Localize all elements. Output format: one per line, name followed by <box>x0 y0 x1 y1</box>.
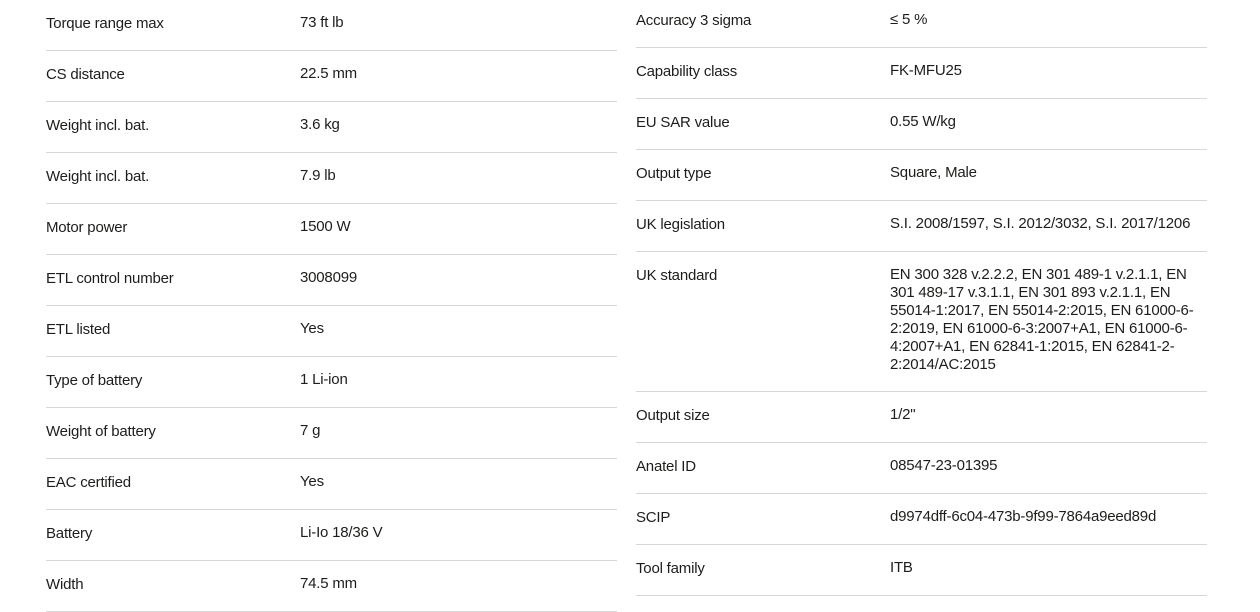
spec-row <box>46 255 617 306</box>
spec-label: SCIP <box>636 509 671 526</box>
spec-value: ≤ 5 % <box>890 11 928 28</box>
spec-label: Output type <box>636 165 712 182</box>
spec-row <box>636 0 1207 48</box>
spec-label: Capability class <box>636 63 738 80</box>
spec-row <box>636 545 1207 596</box>
spec-value: 3.6 kg <box>300 116 340 133</box>
spec-value: 0.55 W/kg <box>890 113 956 130</box>
spec-row <box>636 494 1207 545</box>
spec-row <box>46 510 617 561</box>
spec-label: Width <box>46 576 84 593</box>
spec-column-left <box>46 0 617 612</box>
spec-value: ITB <box>890 559 913 576</box>
spec-row <box>636 443 1207 494</box>
spec-label: Motor power <box>46 219 128 236</box>
spec-row <box>46 561 617 612</box>
spec-value: Yes <box>300 473 324 490</box>
spec-value: 74.5 mm <box>300 575 357 592</box>
spec-row <box>46 459 617 510</box>
spec-label: UK standard <box>636 267 718 284</box>
spec-value: Li-Io 18/36 V <box>300 524 383 541</box>
spec-row <box>46 306 617 357</box>
spec-row <box>46 204 617 255</box>
spec-row <box>46 51 617 102</box>
spec-value: EN 300 328 v.2.2.2, EN 301 489-1 v.2.1.1, EN 301 489-17 v.3.1.1, EN 301 893 v.2.1.1, EN 55014-1:2017, EN 55014-2:2015, EN 61000-6-2:2019, EN 61000-6-3:2007+A1, EN 61000-6-4:2007+A1, EN 62841-1:2015, EN 62841-2-2:2014/AC:2015 <box>890 266 1194 373</box>
spec-row <box>46 408 617 459</box>
spec-value: Square, Male <box>890 164 977 181</box>
spec-row <box>636 150 1207 201</box>
spec-row <box>636 99 1207 150</box>
spec-value: 08547-23-01395 <box>890 457 998 474</box>
spec-value: 7 g <box>300 422 321 439</box>
spec-value: 3008099 <box>300 269 357 286</box>
spec-label: EAC certified <box>46 474 131 491</box>
spec-value: 1 Li-ion <box>300 371 348 388</box>
spec-row <box>636 392 1207 443</box>
spec-column-right <box>636 0 1207 612</box>
spec-value: FK-MFU25 <box>890 62 962 79</box>
spec-value: S.I. 2008/1597, S.I. 2012/3032, S.I. 2017/1206 <box>890 215 1191 232</box>
spec-label: Weight incl. bat. <box>46 117 150 134</box>
spec-label: Weight of battery <box>46 423 156 440</box>
spec-value: 1500 W <box>300 218 351 235</box>
spec-row <box>636 201 1207 252</box>
spec-value: 22.5 mm <box>300 65 357 82</box>
spec-label: Weight incl. bat. <box>46 168 150 185</box>
spec-value: 7.9 lb <box>300 167 336 184</box>
spec-value: d9974dff-6c04-473b-9f99-7864a9eed89d <box>890 508 1157 525</box>
spec-label: Output size <box>636 407 710 424</box>
spec-label: ETL control number <box>46 270 174 287</box>
spec-label: Anatel ID <box>636 458 696 475</box>
spec-row <box>46 357 617 408</box>
spec-label: CS distance <box>46 66 125 83</box>
spec-row <box>46 0 617 51</box>
spec-label: UK legislation <box>636 216 725 233</box>
spec-label: Tool family <box>636 560 705 577</box>
spec-row <box>636 48 1207 99</box>
spec-row <box>636 252 1207 392</box>
spec-label: Battery <box>46 525 93 542</box>
spec-label: Accuracy 3 sigma <box>636 12 752 29</box>
spec-value: 1/2" <box>890 406 916 423</box>
spec-label: EU SAR value <box>636 114 730 131</box>
spec-row <box>46 153 617 204</box>
spec-value: 73 ft lb <box>300 14 344 31</box>
spec-value: Yes <box>300 320 324 337</box>
spec-label: Torque range max <box>46 15 164 32</box>
spec-label: ETL listed <box>46 321 111 338</box>
spec-row <box>46 102 617 153</box>
spec-label: Type of battery <box>46 372 143 389</box>
